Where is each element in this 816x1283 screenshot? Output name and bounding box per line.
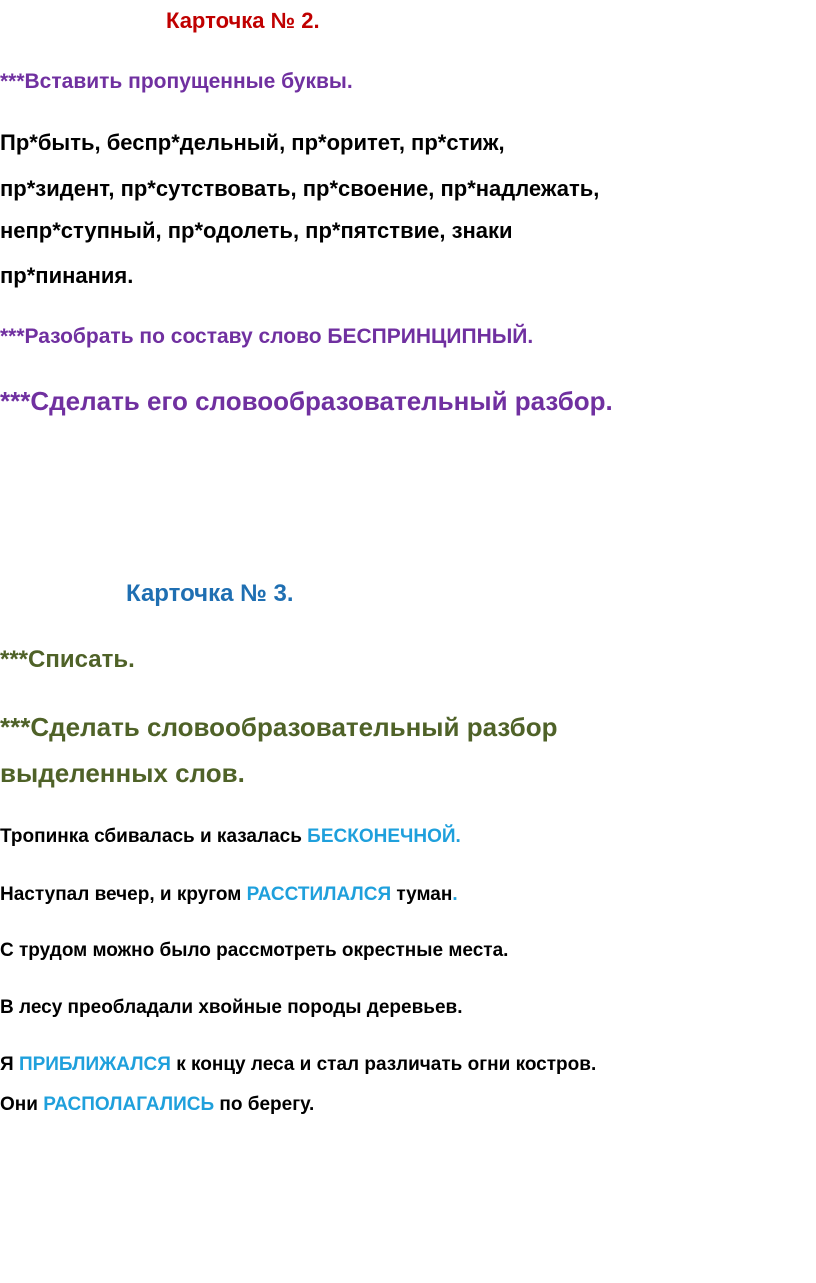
sentence-2-text: Наступал вечер, и кругом	[0, 884, 247, 905]
card2-task-word-formation: ***Сделать его словообразовательный разбор.	[0, 386, 613, 416]
card3-title: Карточка № 3.	[126, 580, 294, 607]
card2-words-line-4: пр*пинания.	[0, 263, 134, 288]
card3-task-word-formation-line-2: выделенных слов.	[0, 758, 245, 788]
sentence-3: С трудом можно было рассмотреть окрестные места.	[0, 940, 509, 961]
highlighted-word-beskonechnoy: БЕСКОНЕЧНОЙ.	[307, 826, 461, 847]
sentence-4: В лесу преобладали хвойные породы деревьев.	[0, 997, 463, 1018]
card3-task-word-formation-line-1: ***Сделать словообразовательный разбор	[0, 712, 558, 742]
sentence-2	[0, 884, 458, 906]
sentence-6-end: по берегу.	[214, 1094, 315, 1115]
sentence-2-end: туман	[391, 884, 453, 905]
highlighted-word-priblizhalsya: ПРИБЛИЖАЛСЯ	[18, 1054, 171, 1075]
card2-words-line-1: Пр*быть, беспр*дельный, пр*оритет, пр*стиж,	[0, 130, 505, 155]
sentence-5-end: к концу леса и стал различать огни костров.	[170, 1054, 597, 1075]
highlighted-word-rasstilalsya: РАССТИЛАЛСЯ	[246, 884, 392, 905]
sentence-6-text: Они	[0, 1094, 44, 1115]
card2-words-line-3: непр*ступный, пр*одолеть, пр*пятствие, знаки	[0, 218, 513, 243]
card2-title: Карточка № 2.	[166, 8, 320, 33]
card2-task-insert-letters: ***Вставить пропущенные буквы.	[0, 70, 353, 93]
sentence-5	[0, 1054, 596, 1076]
card3-task-copy: ***Списать.	[0, 646, 135, 673]
highlighted-word-raspolagalis: РАСПОЛАГАЛИСЬ	[43, 1094, 215, 1115]
sentence-6	[0, 1094, 314, 1116]
card2-task-parse-word: ***Разобрать по составу слово БЕСПРИНЦИПНЫЙ.	[0, 325, 534, 348]
sentence-1	[0, 826, 461, 848]
sentence-1-text: Тропинка сбивалась и казалась	[0, 826, 308, 847]
card2-words-line-2: пр*зидент, пр*сутствовать, пр*своение, пр*надлежать,	[0, 176, 600, 201]
sentence-5-text: Я	[0, 1054, 19, 1075]
sentence-2-period: .	[452, 884, 458, 905]
